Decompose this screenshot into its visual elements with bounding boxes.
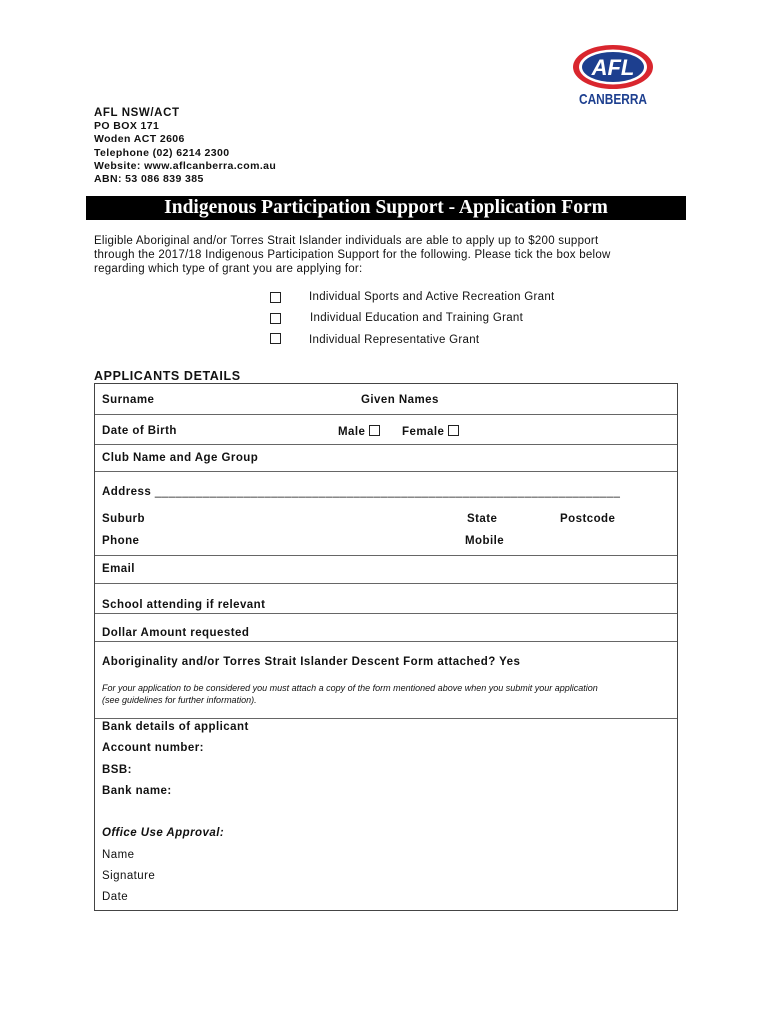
office-use-heading: Office Use Approval: [102,827,225,839]
club-label[interactable]: Club Name and Age Group [102,452,259,464]
abn-line: ABN: 53 086 839 385 [94,173,204,186]
note-line: For your application to be considered you must attach a copy of the form mentioned above when you submit your application [102,683,598,693]
row-divider [95,444,677,445]
row-divider [95,641,677,642]
row-divider [95,718,677,719]
intro-paragraph [94,234,684,276]
grant-representative-checkbox[interactable] [270,333,281,344]
logo-subtitle: CANBERRA [579,91,648,108]
row-divider [95,613,677,614]
female-checkbox[interactable] [448,425,459,436]
female-option [402,425,459,438]
male-label: Male [338,426,366,438]
grant-representative-label: Individual Representative Grant [309,334,480,346]
address-label: Address [102,486,152,498]
surname-label[interactable]: Surname [102,394,155,406]
telephone-line: Telephone (02) 6214 2300 [94,146,230,159]
mobile-label[interactable]: Mobile [465,535,505,547]
date-of-birth-label[interactable]: Date of Birth [102,425,177,437]
state-label[interactable]: State [467,513,498,525]
org-address-block [94,107,276,186]
account-number-label[interactable]: Account number: [102,742,204,754]
suburb-label[interactable]: Suburb [102,513,145,525]
address-row[interactable] [102,486,620,498]
intro-line: regarding which type of grant you are applying for: [94,263,363,275]
school-label[interactable]: School attending if relevant [102,599,266,611]
row-divider [95,471,677,472]
org-name: AFL NSW/ACT [94,107,180,119]
applicant-details-form [94,383,678,911]
grant-sports-label: Individual Sports and Active Recreation Grant [309,291,555,303]
intro-line: through the 2017/18 Indigenous Participation Support for the following. Please tick the box below [94,249,611,261]
attachment-note [102,683,674,706]
postcode-label[interactable]: Postcode [560,513,616,525]
dollar-amount-label[interactable]: Dollar Amount requested [102,627,250,639]
office-signature-label[interactable]: Signature [102,870,156,882]
afl-canberra-logo [570,42,656,108]
row-divider [95,555,677,556]
email-label[interactable]: Email [102,563,135,575]
grant-education-checkbox[interactable] [270,313,281,324]
office-name-label[interactable]: Name [102,849,135,861]
male-checkbox[interactable] [369,425,380,436]
row-divider [95,583,677,584]
website-line: Website: www.aflcanberra.com.au [94,159,277,172]
section-title: APPLICANTS DETAILS [94,369,241,383]
bank-details-heading: Bank details of applicant [102,721,249,733]
grant-education-label: Individual Education and Training Grant [310,312,524,324]
phone-label[interactable]: Phone [102,535,140,547]
address-line: PO BOX 171 [94,120,160,133]
bank-name-label[interactable]: Bank name: [102,785,172,797]
bsb-label[interactable]: BSB: [102,764,132,776]
address-line: Woden ACT 2606 [94,133,185,146]
descent-form-label[interactable]: Aboriginality and/or Torres Strait Islander Descent Form attached? Yes [102,656,521,668]
note-line: (see guidelines for further information). [102,694,257,705]
male-option [338,425,380,438]
office-date-label[interactable]: Date [102,891,129,903]
form-title: Indigenous Participation Support - Application Form [86,196,686,220]
grant-sports-checkbox[interactable] [270,292,281,303]
intro-line: Eligible Aboriginal and/or Torres Strait Islander individuals are able to apply up to $200 support [94,235,599,247]
female-label: Female [402,426,445,438]
given-names-label[interactable]: Given Names [361,394,439,406]
address-underline: ____________________________________________________________________ [154,486,621,498]
logo-brand-text: AFL [591,55,635,80]
row-divider [95,414,677,415]
